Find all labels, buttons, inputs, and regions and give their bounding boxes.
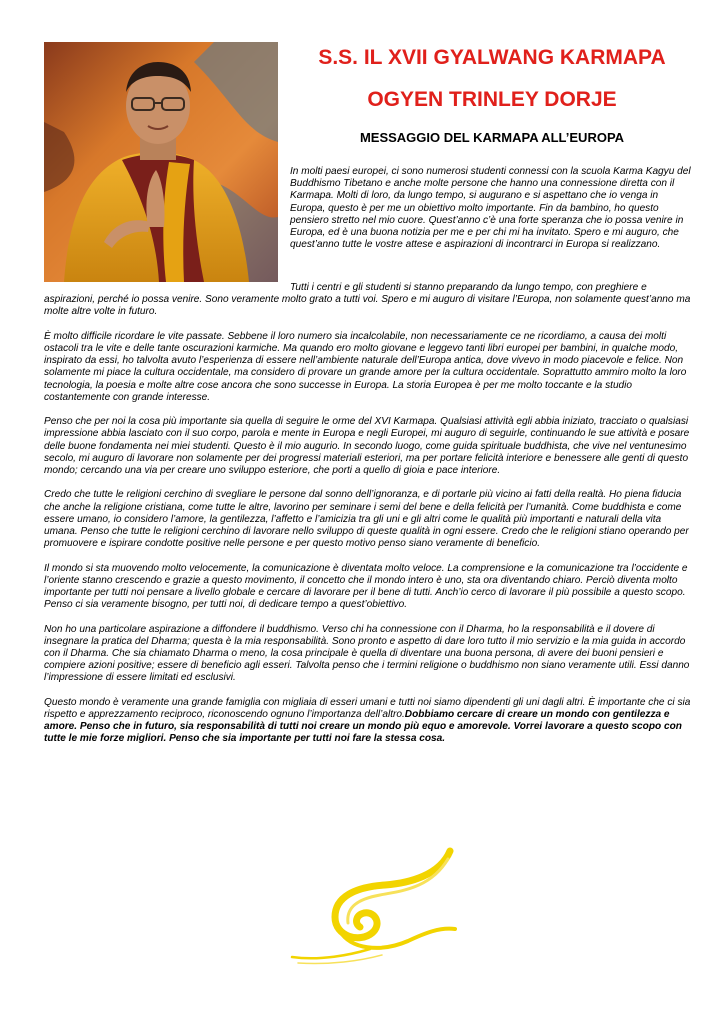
page-subtitle: MESSAGGIO DEL KARMAPA ALL’EUROPA — [359, 130, 625, 145]
paragraph-1: Tutti i centri e gli studenti si stanno preparando da lungo tempo, con preghiere e aspirazioni, perché io possa venire. Sono veramente molto grato a tutti voi. Spero e mi auguro di visitare l’Europa, non solamente quest’anno ma molte altre volte in futuro. — [44, 282, 691, 318]
closing-text: Questo mondo è veramente una grande famiglia con migliaia di esseri umani e tutti noi siamo dipendenti gli uni dagli altri. È importante che ci sia rispetto e apprezzamento reciproco, riconoscendo ognuno l’importanza dell’altro. — [44, 696, 691, 721]
karmapa-portrait — [44, 42, 278, 282]
paragraph-5: Il mondo si sta muovendo molto velocemente, la comunicazione è diventata molto veloce. La comprensione e la comunicazione tra l’occidente e l’oriente stanno crescendo e grazie a questo movimento, il concetto che il mondo intero è uno, sta ora diventando chiaro. Perciò diventa molto importante per tutti noi pensare a livello globale e cercare di lavorare per il bene di tutti. Anch’io cerco di lavorare il più possibile a questo scopo. Penso ci sia veramente bisogno, per tutti noi, di dedicare tempo a quest’obiettivo. — [44, 562, 688, 611]
paragraph-6: Non ho una particolare aspirazione a diffondere il buddhismo. Verso chi ha connessione con il Dharma, ho la responsabilità e il dovere di insegnare la pratica del Dharma; questa è la mia responsabilità. Sono pronto e aspetto di dare loro tutto il mio servizio e la mia guida in accordo con il Dharma. Che sia chiamato Dharma o meno, la cosa principale è quella di diventare una buona persona, di avere dei buoni pensieri e compiere azioni positive; essere di beneficio agli esseri. Talvolta penso che i termini religione o buddhismo non siano veramente utili. Essi danno l’impressione di essere limitati ed esclusivi. — [44, 623, 690, 684]
paragraph-3: Penso che per noi la cosa più importante sia quella di seguire le orme del XVI Karmapa. Qualsiasi attività egli abbia iniziato, tracciato o qualsiasi impressione abbia lasciato con il suo corpo, parola e mente in Europa e negli Europei, mi auguro di seguirle, continuando le sue attività e posare delle buone fondamenta nei miei studenti. Questo è il mio augurio. In secondo luogo, come guida spirituale buddhista, che vive nel ventunesimo secolo, mi auguro di lavorare non solamente per dei progressi materiali esteriori, ma per portare felicità interiore e benessere alle genti di questo mondo; cercando una via per creare uno sviluppo esteriore, che porti a quello di gioia e pace interiore. — [44, 416, 690, 477]
yellow-swirl-logo-icon — [290, 845, 460, 965]
intro-paragraph: In molti paesi europei, ci sono numerosi studenti connessi con la scuola Karma Kagyu del Buddhismo Tibetano e anche molte persone che hanno una connessione diretta con il Karmapa. Molti di loro, da lungo tempo, si augurano e si aspettano che io venga in Europa, questo è per me un obiettivo molto importante. Fin da bambino, ho questo pensiero stretto nel mio cuore. Quest’anno c’è una forte speranza che io possa venire in Europa, ed è una buona notizia per me e per chi mi ha invitato. Spero e mi auguro, che quest’anno tutte le vostre attese e aspirazioni di incontrarci in Europa si realizzano. — [290, 166, 691, 251]
paragraph-2: È molto difficile ricordare le vite passate. Sebbene il loro numero sia incalcolabile, non necessariamente ce ne ricordiamo, a causa dei molti ostacoli tra le vite e delle tante oscurazioni karmiche. Ma quando ero molto giovane e leggevo tanti libri europei per bambini, in qualche modo, inspirato da essi, ho talvolta avuto l’esperienza di essere nell’ambiente naturale dell’Europa antica, dove vivevo in modo piacevole e felice. Non solamente mi piace la cultura occidentale, ma considero di provare un grande amore per la cultura occidentale. Soprattutto ammiro molto la loro tecnologia, la poesia e molte altre cose ancora che sono successe in Europa. La storia Europea è per me molto toccante e la studio costantemente con grande interesse. — [44, 330, 687, 403]
closing-bold-text: Dobbiamo cercare di creare un mondo con gentilezza e amore. Penso che in futuro, sia responsabilità di tutti noi creare un mondo più equo e amorevole. Vorrei lavorare a questo scopo con tutte le mie forze migliori. Penso che sia importante per tutti noi fare la stessa cosa. — [44, 709, 682, 745]
closing-paragraph — [44, 697, 696, 746]
page-title-line1: S.S. IL XVII GYALWANG KARMAPA — [318, 46, 666, 69]
paragraph-4: Credo che tutte le religioni cerchino di svegliare le persone dal sonno dell’ignoranza, e di portarle più vicino ai fatti della realtà. Ho piena fiducia che anche la religione cristiana, come tutte le altre, lavorino per seminare i semi del bene e della felicità per l’umanità. Come buddhista e come essere umano, io considero l’amore, la gentilezza, l’affetto e l’amicizia tra gli uni e gli altri come le qualità più importanti e naturali della vita umana. Penso che tutte le religioni cerchino di lavorare nello sviluppo di queste qualità in ogni essere. Credo che le religioni stiano operando per promuovere e ispirare condotte positive nelle persone e per questo motivo penso siano veramente di beneficio. — [44, 489, 689, 550]
portrait-image — [44, 42, 278, 282]
page-title-line2: OGYEN TRINLEY DORJE — [367, 88, 617, 111]
message-body — [44, 282, 696, 758]
